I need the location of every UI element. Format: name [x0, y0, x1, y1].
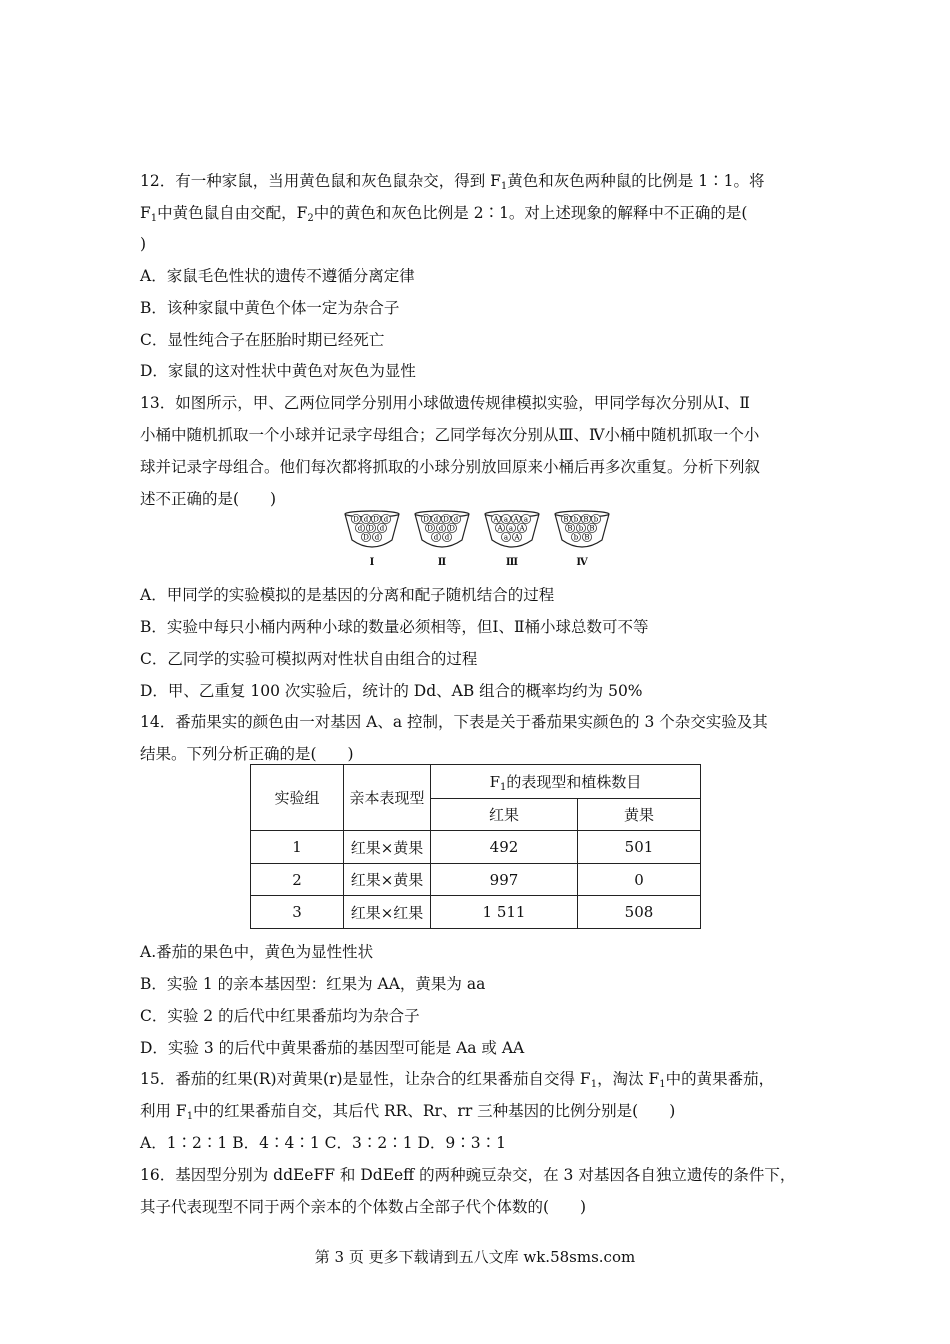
q13-stem-line3: 球并记录字母组合。他们每次都将抓取的小球分别放回原来小桶后再多次重复。分析下列叙 — [140, 458, 761, 476]
bucket-label: Ⅱ — [437, 557, 447, 568]
q14-option-d: D．实验 3 的后代中黄果番茄的基因型可能是 Aa 或 AA — [140, 1039, 525, 1057]
ball-letter: d — [453, 515, 459, 524]
ball-letter: d — [379, 524, 385, 533]
cell-parent: 红果×黄果 — [344, 864, 431, 896]
header-yellow: 黄果 — [578, 799, 701, 831]
q14-stem-line1: 14．番茄果实的颜色由一对基因 A、a 控制，下表是关于番茄果实颜色的 3 个杂交实验及其 — [140, 713, 768, 731]
q13-stem-line1: 13．如图所示，甲、乙两位同学分别用小球做遗传规律模拟实验，甲同学每次分别从Ⅰ、Ⅱ — [140, 394, 750, 412]
ball-letter: B — [583, 515, 589, 524]
bucket-label: Ⅰ — [369, 557, 375, 568]
ball-letter: D — [353, 515, 359, 524]
bucket-4 — [553, 510, 611, 574]
header-red: 红果 — [431, 799, 578, 831]
table-row — [251, 831, 701, 864]
ball-letter: d — [383, 515, 389, 524]
cell-yellow: 508 — [578, 896, 701, 929]
ball-letter: d — [363, 515, 369, 524]
ball-letter: D — [368, 524, 374, 533]
ball-letter: a — [508, 524, 514, 533]
cell-group: 1 — [251, 831, 344, 864]
ball-letter: B — [589, 524, 595, 533]
bucket-1 — [343, 510, 401, 574]
table-row — [251, 896, 701, 929]
ball-letter: B — [584, 533, 590, 542]
bucket-figure — [343, 510, 613, 574]
bucket-drawing — [553, 510, 611, 556]
cell-red: 1 511 — [431, 896, 578, 929]
q14-option-a: A.番茄的果色中，黄色为显性性状 — [140, 943, 374, 961]
ball-letter: A — [513, 515, 519, 524]
ball-letter: B — [563, 515, 569, 524]
ball-letter: A — [519, 524, 525, 533]
bucket-drawing — [413, 510, 471, 556]
q12-option-a: A．家鼠毛色性状的遗传不遵循分离定律 — [140, 267, 415, 285]
cell-parent: 红果×红果 — [344, 896, 431, 929]
cell-group: 3 — [251, 896, 344, 929]
bucket-drawing — [483, 510, 541, 556]
table-row — [251, 864, 701, 896]
ball-letter: d — [374, 533, 380, 542]
page-footer: 第 3 页 更多下载请到五八文库 wk.58sms.com — [314, 1248, 636, 1266]
q13-stem-line2: 小桶中随机抓取一个小球并记录字母组合；乙同学每次分别从Ⅲ、Ⅳ小桶中随机抓取一个小 — [140, 426, 760, 444]
ball-letter: d — [433, 515, 439, 524]
ball-letter: A — [493, 515, 499, 524]
ball-letter: b — [573, 515, 579, 524]
ball-letter: d — [444, 533, 450, 542]
bucket-2 — [413, 510, 471, 574]
ball-letter: d — [433, 533, 439, 542]
header-group: 实验组 — [251, 765, 344, 831]
ball-letter: D — [363, 533, 369, 542]
cell-parent: 红果×黄果 — [344, 831, 431, 864]
ball-letter: D — [427, 524, 433, 533]
ball-letter: D — [423, 515, 429, 524]
q12-option-c: C．显性纯合子在胚胎时期已经死亡 — [140, 331, 385, 349]
q16-stem-line2: 其子代表现型不同于两个亲本的个体数占全部子代个体数的( ) — [140, 1198, 587, 1216]
q14-stem-line2: 结果。下列分析正确的是( ) — [140, 745, 354, 763]
cell-red: 492 — [431, 831, 578, 864]
header-f1: $F_1$的表现型和植株数目 — [431, 765, 701, 799]
ball-letter: A — [497, 524, 503, 533]
q12-option-b: B．该种家鼠中黄色个体一定为杂合子 — [140, 299, 400, 317]
ball-letter: D — [443, 515, 449, 524]
q14-option-c: C．实验 2 的后代中红果番茄均为杂合子 — [140, 1007, 420, 1025]
q13-option-b: B．实验中每只小桶内两种小球的数量必须相等，但Ⅰ、Ⅱ桶小球总数可不等 — [140, 618, 649, 636]
q12-stem-line2: $F_1$中黄色鼠自由交配，$F_2$中的黄色和灰色比例是 2∶1。对上述现象的解释中不正确的是( — [140, 204, 748, 224]
results-table — [250, 764, 701, 929]
q15-options: A．1∶2∶1 B．4∶4∶1 C．3∶2∶1 D．9∶3∶1 — [140, 1134, 506, 1152]
ball-letter: B — [567, 524, 573, 533]
ball-letter: b — [593, 515, 599, 524]
ball-letter: b — [573, 533, 579, 542]
q13-option-c: C．乙同学的实验可模拟两对性状自由组合的过程 — [140, 650, 478, 668]
q12-stem-line3: ) — [140, 235, 147, 253]
bucket-label: Ⅲ — [505, 557, 519, 568]
q13-stem-line4: 述不正确的是( ) — [140, 490, 277, 508]
ball-letter: a — [503, 515, 509, 524]
ball-letter: a — [503, 533, 509, 542]
ball-letter: a — [523, 515, 529, 524]
ball-letter: A — [514, 533, 520, 542]
header-parent: 亲本表现型 — [344, 765, 431, 831]
cell-yellow: 501 — [578, 831, 701, 864]
ball-letter: b — [578, 524, 584, 533]
q12-stem-line1: 12．有一种家鼠，当用黄色鼠和灰色鼠杂交，得到 $F_1$黄色和灰色两种鼠的比例是 1∶1。将 — [140, 172, 765, 192]
q16-stem-line1: 16．基因型分别为 ddEeFF 和 DdEeff 的两种豌豆杂交，在 3 对基因各自独立遗传的条件下， — [140, 1166, 796, 1184]
q13-option-a: A．甲同学的实验模拟的是基因的分离和配子随机结合的过程 — [140, 586, 555, 604]
bucket-label: Ⅳ — [576, 557, 588, 568]
ball-letter: d — [438, 524, 444, 533]
bucket-drawing — [343, 510, 401, 556]
bucket-3 — [483, 510, 541, 574]
cell-group: 2 — [251, 864, 344, 896]
q13-option-d: D．甲、乙重复 100 次实验后，统计的 Dd、AB 组合的概率均约为 50% — [140, 682, 643, 700]
q15-stem-line2: 利用 $F_1$中的红果番茄自交，其后代 RR、Rr、rr 三种基因的比例分别是( ) — [140, 1102, 676, 1122]
cell-red: 997 — [431, 864, 578, 896]
ball-letter: d — [357, 524, 363, 533]
q14-option-b: B．实验 1 的亲本基因型：红果为 AA，黄果为 aa — [140, 975, 486, 993]
ball-letter: D — [449, 524, 455, 533]
ball-letter: D — [373, 515, 379, 524]
q15-stem-line1: 15．番茄的红果(R)对黄果(r)是显性，让杂合的红果番茄自交得 $F_1$，淘汰 $F_1$中的黄果番茄， — [140, 1070, 775, 1090]
q12-option-d: D．家鼠的这对性状中黄色对灰色为显性 — [140, 362, 416, 380]
cell-yellow: 0 — [578, 864, 701, 896]
